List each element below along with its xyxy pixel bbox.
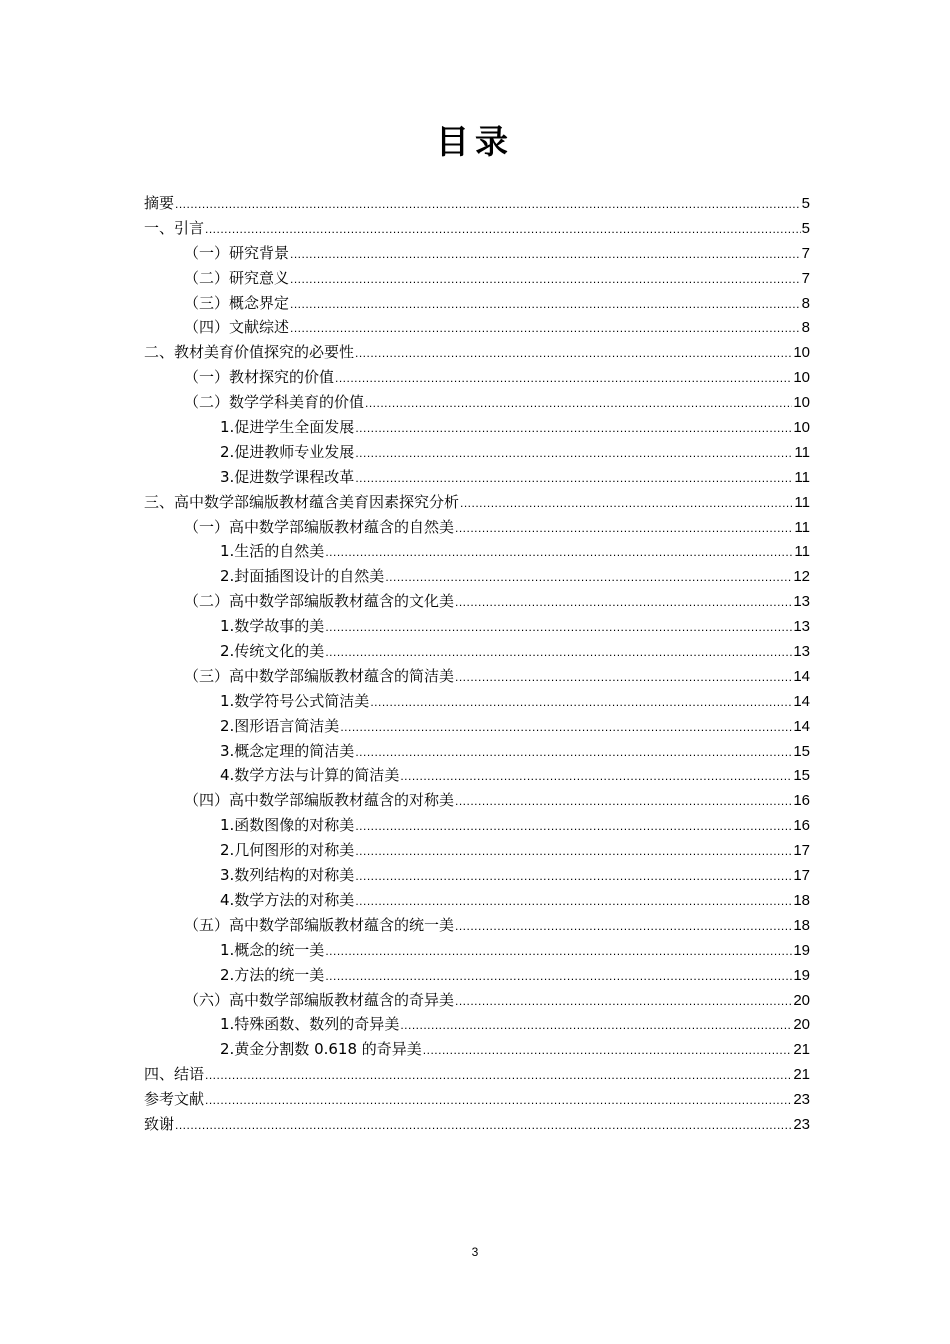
dot-leader: [370, 690, 792, 715]
toc-entry[interactable]: [144, 216, 810, 241]
dot-leader: [355, 814, 792, 839]
dot-leader: [423, 1038, 793, 1063]
dot-leader: [355, 466, 793, 491]
toc-entry-page: 23: [793, 1091, 810, 1109]
toc-entry-title: 三、高中数学部编版教材蕴含美育因素探究分析: [144, 492, 460, 511]
toc-entry[interactable]: [144, 191, 810, 216]
toc-entry-title: 1.数学符号公式简洁美: [220, 691, 370, 710]
dot-leader: [290, 292, 801, 317]
dot-leader: [325, 640, 792, 665]
dot-leader: [355, 341, 792, 366]
toc-entry-page: 12: [793, 568, 810, 586]
dot-leader: [325, 540, 793, 565]
toc-entry-title: 3.数列结构的对称美: [220, 866, 355, 885]
toc-entry[interactable]: [144, 813, 810, 838]
toc-entry-page: 18: [793, 916, 810, 934]
toc-entry-title: （五）高中数学部编版教材蕴含的统一美: [184, 915, 455, 934]
dot-leader: [400, 1013, 792, 1038]
toc-entry-page: 14: [793, 717, 810, 735]
dot-leader: [355, 889, 792, 914]
toc-entry-title: 一、引言: [144, 218, 205, 237]
toc-entry-page: 14: [793, 692, 810, 710]
toc-entry[interactable]: [144, 291, 810, 316]
dot-leader: [290, 267, 801, 292]
toc-entry[interactable]: [144, 241, 810, 266]
toc-entry-title: （二）高中数学部编版教材蕴含的文化美: [184, 592, 455, 611]
dot-leader: [325, 964, 792, 989]
toc-entry-page: 17: [793, 842, 810, 860]
dot-leader: [325, 939, 792, 964]
dot-leader: [175, 192, 801, 217]
toc-entry-title: （三）高中数学部编版教材蕴含的简洁美: [184, 666, 455, 685]
dot-leader: [290, 242, 801, 267]
toc-entry[interactable]: [144, 1012, 810, 1037]
toc-entry[interactable]: [144, 963, 810, 988]
toc-entry-page: 8: [801, 294, 810, 312]
toc-entry[interactable]: [144, 1112, 810, 1137]
toc-entry-title: 1.促进学生全面发展: [220, 418, 355, 437]
toc-entry[interactable]: [144, 639, 810, 664]
toc-entry[interactable]: [144, 589, 810, 614]
dot-leader: [205, 1088, 792, 1113]
toc-entry-title: （四）文献综述: [184, 318, 290, 337]
toc-entry-title: 四、结语: [144, 1065, 205, 1084]
toc-entry-title: 2.传统文化的美: [220, 642, 325, 661]
toc-entry-page: 5: [801, 219, 810, 237]
toc-entry[interactable]: [144, 788, 810, 813]
toc-entry-title: （四）高中数学部编版教材蕴含的对称美: [184, 791, 455, 810]
toc-entry[interactable]: [144, 763, 810, 788]
toc-entry-page: 11: [794, 493, 810, 511]
toc-entry-title: 1.函数图像的对称美: [220, 816, 355, 835]
toc-entry-page: 11: [794, 443, 810, 461]
toc-entry-page: 10: [793, 419, 810, 437]
toc-entry-title: 参考文献: [144, 1090, 205, 1109]
page-number: 3: [471, 1245, 479, 1259]
toc-entry-title: 摘要: [144, 194, 175, 212]
toc-entry-page: 13: [793, 593, 810, 611]
dot-leader: [205, 217, 801, 242]
dot-leader: [385, 565, 792, 590]
toc-entry-title: 3.概念定理的简洁美: [220, 741, 355, 760]
dot-leader: [175, 1113, 792, 1138]
dot-leader: [355, 441, 793, 466]
toc-entry[interactable]: [144, 365, 810, 390]
toc-entry[interactable]: [144, 266, 810, 291]
table-of-contents: [144, 191, 810, 1137]
toc-entry-page: 20: [793, 1016, 810, 1034]
toc-entry[interactable]: [144, 539, 810, 564]
dot-leader: [455, 914, 792, 939]
toc-entry-title: 3.促进数学课程改革: [220, 467, 355, 486]
toc-entry-title: 2.促进教师专业发展: [220, 442, 355, 461]
toc-entry-page: 18: [793, 891, 810, 909]
toc-entry-page: 11: [794, 518, 810, 536]
dot-leader: [355, 740, 792, 765]
toc-entry[interactable]: [144, 564, 810, 589]
dot-leader: [455, 665, 792, 690]
toc-entry-title: 致谢: [144, 1114, 175, 1133]
toc-entry-title: 2.封面插图设计的自然美: [220, 567, 385, 586]
toc-entry-page: 10: [793, 394, 810, 412]
toc-entry-page: 10: [793, 369, 810, 387]
toc-entry-page: 10: [793, 344, 810, 362]
toc-entry-title: 2.方法的统一美: [220, 965, 325, 984]
toc-entry[interactable]: [144, 664, 810, 689]
toc-entry-page: 8: [801, 319, 810, 337]
toc-entry[interactable]: [144, 1062, 810, 1087]
toc-entry-title: （三）概念界定: [184, 293, 290, 312]
toc-entry-title: 1.概念的统一美: [220, 940, 325, 959]
toc-entry-title: 二、教材美育价值探究的必要性: [144, 343, 355, 362]
toc-entry-page: 11: [794, 543, 810, 561]
toc-entry[interactable]: [144, 888, 810, 913]
toc-entry-page: 14: [793, 667, 810, 685]
toc-entry-page: 20: [793, 991, 810, 1009]
dot-leader: [355, 839, 792, 864]
toc-entry-title: 1.数学故事的美: [220, 617, 325, 636]
toc-entry-page: 16: [793, 817, 810, 835]
toc-entry[interactable]: [144, 490, 810, 515]
toc-entry[interactable]: [144, 913, 810, 938]
dot-leader: [290, 316, 801, 341]
dot-leader: [455, 516, 793, 541]
toc-entry-page: 15: [793, 742, 810, 760]
toc-entry-title: 4.数学方法与计算的简洁美: [220, 766, 400, 785]
toc-entry-page: 15: [793, 767, 810, 785]
toc-entry-title: 2.几何图形的对称美: [220, 841, 355, 860]
dot-leader: [365, 391, 792, 416]
toc-entry-page: 19: [793, 966, 810, 984]
toc-entry[interactable]: [144, 614, 810, 639]
toc-entry[interactable]: [144, 340, 810, 365]
toc-entry[interactable]: [144, 863, 810, 888]
dot-leader: [460, 491, 793, 516]
toc-entry-page: 5: [801, 195, 810, 212]
toc-entry-page: 21: [793, 1041, 810, 1059]
toc-entry[interactable]: [144, 1087, 810, 1112]
toc-entry[interactable]: [144, 440, 810, 465]
toc-entry-title: （六）高中数学部编版教材蕴含的奇异美: [184, 990, 455, 1009]
dot-leader: [455, 989, 792, 1014]
toc-entry[interactable]: [144, 838, 810, 863]
toc-entry-title: 1.特殊函数、数列的奇异美: [220, 1015, 400, 1034]
toc-entry-title: （一）高中数学部编版教材蕴含的自然美: [184, 517, 455, 536]
toc-entry-page: 11: [794, 468, 810, 486]
toc-entry[interactable]: [144, 739, 810, 764]
toc-entry[interactable]: [144, 938, 810, 963]
dot-leader: [455, 590, 792, 615]
toc-entry-title: 2.图形语言简洁美: [220, 716, 340, 735]
toc-entry-title: 2.黄金分割数 0.618 的奇异美: [220, 1040, 422, 1059]
toc-entry-page: 19: [793, 941, 810, 959]
toc-entry-page: 23: [793, 1115, 810, 1133]
toc-entry-title: 4.数学方法的对称美: [220, 890, 355, 909]
toc-entry-title: （二）数学学科美育的价值: [184, 393, 365, 412]
toc-entry[interactable]: [144, 689, 810, 714]
toc-entry-title: （二）研究意义: [184, 268, 290, 287]
dot-leader: [455, 789, 792, 814]
toc-entry[interactable]: [144, 988, 810, 1013]
toc-entry-page: 13: [793, 618, 810, 636]
toc-entry[interactable]: [144, 515, 810, 540]
toc-entry[interactable]: [144, 714, 810, 739]
dot-leader: [205, 1063, 792, 1088]
toc-entry-page: 17: [793, 867, 810, 885]
toc-entry[interactable]: [144, 390, 810, 415]
dot-leader: [400, 764, 792, 789]
toc-entry-page: 13: [793, 643, 810, 661]
toc-entry[interactable]: [144, 415, 810, 440]
dot-leader: [340, 715, 792, 740]
toc-entry-title: （一）研究背景: [184, 243, 290, 262]
toc-entry-page: 7: [801, 244, 810, 262]
toc-entry-title: 1.生活的自然美: [220, 542, 325, 561]
toc-entry-page: 7: [801, 269, 810, 287]
dot-leader: [335, 366, 792, 391]
toc-entry-page: 16: [793, 792, 810, 810]
dot-leader: [325, 615, 792, 640]
toc-entry[interactable]: [144, 315, 810, 340]
dot-leader: [355, 416, 792, 441]
toc-entry[interactable]: [144, 1037, 810, 1062]
toc-entry-page: 21: [793, 1066, 810, 1084]
toc-title: 目录: [436, 122, 514, 161]
toc-entry[interactable]: [144, 465, 810, 490]
toc-entry-title: （一）教材探究的价值: [184, 368, 335, 387]
dot-leader: [355, 864, 792, 889]
